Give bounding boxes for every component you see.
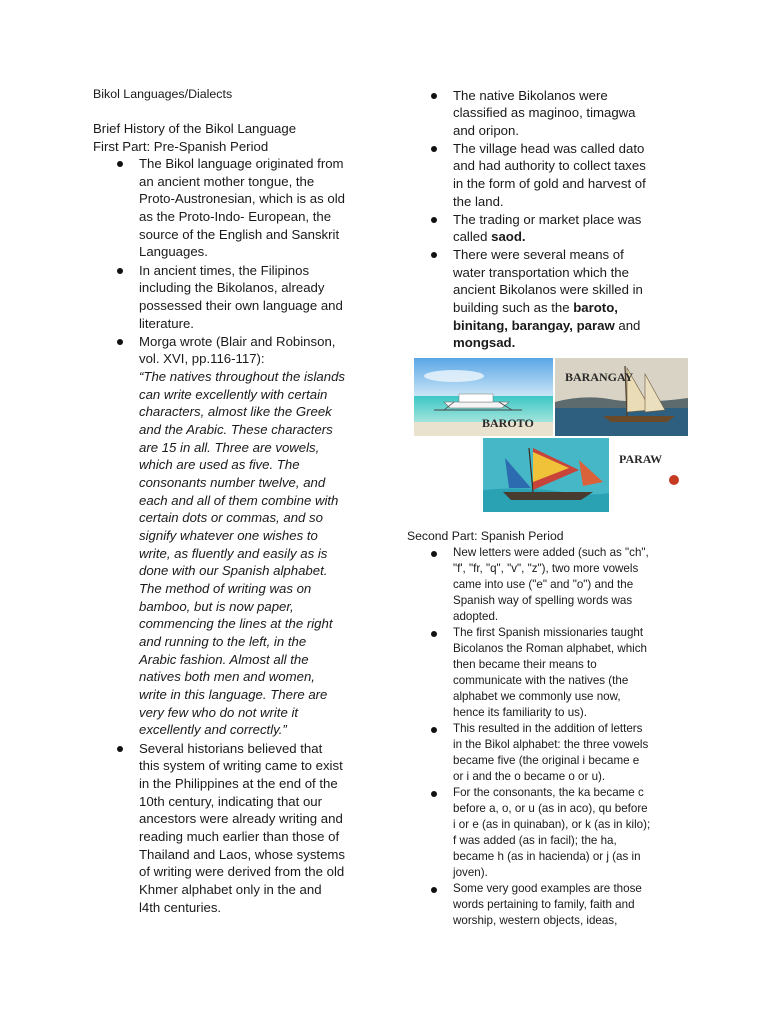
bullet-icon <box>431 887 437 893</box>
section-subheading: Second Part: Spanish Period <box>407 529 564 543</box>
baroto-boat-image <box>414 358 553 436</box>
bullet-icon <box>117 746 123 752</box>
bullet-icon <box>431 631 437 637</box>
baroto-label: BAROTO <box>482 416 534 430</box>
paraw-label: PARAW <box>619 452 663 466</box>
bullet-icon <box>431 93 437 99</box>
bullet-icon <box>431 727 437 733</box>
bullet-icon <box>431 551 437 557</box>
section-heading: Brief History of the Bikol Language <box>93 121 297 136</box>
document-title: Bikol Languages/Dialects <box>93 87 233 101</box>
bullet-icon <box>431 217 437 223</box>
section-subheading: First Part: Pre-Spanish Period <box>93 139 269 154</box>
barangay-label: BARANGAY <box>565 370 634 384</box>
bullet-icon <box>431 146 437 152</box>
barangay-boat-image <box>555 358 688 436</box>
bullet-icon <box>431 252 437 258</box>
paraw-boat-image <box>483 438 688 512</box>
boats-image-collage <box>414 358 688 512</box>
bullet-icon <box>431 791 437 797</box>
bullet-icon <box>117 339 123 345</box>
bullet-icon <box>117 268 123 274</box>
bullet-icon <box>117 161 123 167</box>
